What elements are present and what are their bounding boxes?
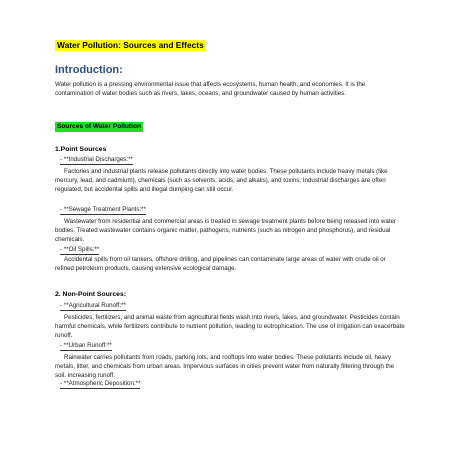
urban-runoff-text: Rainwater carries pollutants from roads, parking lots, and rooftops into water bodies. These pollutants include oil, heavy metals, litter, and chemicals from urban areas. Impervious surfaces in cities prevent water from naturally filtering through the soil, increasing runoff. [55, 354, 395, 379]
sewage-treatment-label: - **Sewage Treatment Plants:** [60, 206, 146, 213]
point-sources-heading: 1.Point Sources [55, 146, 107, 153]
oil-spills-label: - **Oil Spills:** [60, 246, 100, 253]
agricultural-runoff-text: Pesticides, fertilizers, and animal waste from agricultural fields wash into rivers, lakes, and groundwater. Pesticides contain harmful chemicals, while fertilizers contribute to nutrient pollution, leading to eutrophication. The use of irrigation can exacerbate runoff. [55, 314, 405, 339]
agricultural-runoff-label: - **Agricultural Runoff:** [60, 302, 126, 309]
document-title: Water Pollution: Sources and Effects [57, 40, 204, 50]
sources-heading: Sources of Water Pollution [57, 123, 142, 130]
atmospheric-deposition-label: - **Atmospheric Deposition:** [60, 380, 141, 387]
introduction-heading: Introduction: [55, 64, 123, 76]
introduction-paragraph: Water pollution is a pressing environmental issue that affects ecosystems, human health, and economies. It is the contamination of water bodies such as rivers, lakes, oceans, and groundwater caused by human activities. [55, 81, 366, 97]
industrial-discharges-label: - **Industrial Discharges:** [60, 156, 133, 163]
industrial-discharges-text: Factories and industrial plants release pollutants directly into water bodies. These pollutants include heavy metals (like mercury, lead, and cadmium), chemicals (such as solvents, acids, and alkalis), and toxins. Industrial discharges are often regulated, but accidental spills and illegal dumping can still occur. [55, 168, 388, 193]
non-point-sources-heading: 2. Non-Point Sources: [55, 291, 126, 298]
urban-runoff-label: - **Urban Runoff:** [60, 342, 112, 349]
oil-spills-text: Accidental spills from oil tankers, offshore drilling, and pipelines can contaminate large areas of water with crude oil or refined petroleum products, causing extensive ecological damage. [55, 256, 386, 272]
sewage-treatment-text: Wastewater from residential and commercial areas is treated in sewage treatment plants before being released into water bodies. Treated wastewater contains organic matter, pathogens, nutrients (such as nitrogen and phosphorus), and residual chemicals. [55, 218, 396, 243]
